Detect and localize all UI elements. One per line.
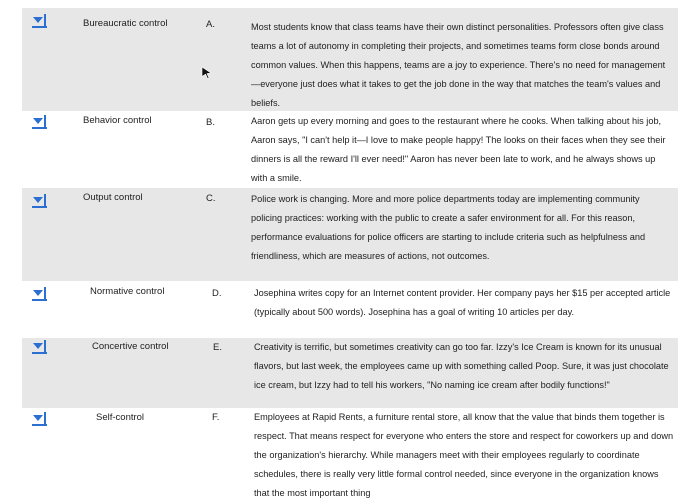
answer-dropdown-c[interactable]	[32, 196, 48, 210]
answer-dropdown-f[interactable]	[32, 414, 48, 428]
dropdown-arrow-icon	[33, 290, 43, 296]
dropdown-arrow-icon	[33, 17, 43, 23]
term-label: Normative control	[90, 286, 165, 297]
match-row-e	[22, 338, 678, 408]
answer-dropdown-e[interactable]	[32, 342, 48, 356]
description-letter: F.	[212, 412, 220, 423]
description-text: Police work is changing. More and more police departments today are implementing community policing practices: working with the public to create a safer environment for all. For this reason, performance evaluations for police officers are starting to include criteria such as helpfulness and friendliness, which are measures of actions, not outcomes.	[251, 194, 646, 261]
match-row-c	[22, 188, 678, 281]
dropdown-arrow-icon	[33, 197, 43, 203]
description-text: Most students know that class teams have their own distinct personalities. Professors often give class teams a lot of autonomy in completing their projects, and sometimes teams form close bonds around common values. When this happens, teams are a joy to experience. There's no need for management—everyone just does what it takes to get the job done in the way that matches the team's values and beliefs.	[251, 22, 666, 108]
description-letter: B.	[206, 117, 215, 128]
match-row-f	[22, 408, 678, 498]
description-letter: E.	[213, 342, 222, 353]
term-label: Output control	[83, 192, 143, 203]
dropdown-underline	[32, 424, 47, 426]
description-letter: D.	[212, 288, 222, 299]
term-label: Self-control	[96, 412, 145, 423]
dropdown-arrow-icon	[33, 415, 43, 421]
term-label: Bureaucratic control	[83, 18, 168, 29]
answer-dropdown-a[interactable]	[32, 16, 48, 30]
dropdown-underline	[32, 127, 47, 129]
description-text: Creativity is terrific, but sometimes creativity can go too far. Izzy's Ice Cream is known for its unusual flavors, but last week, the employees came up with something called Poop. Sure, it was just chocolate ice cream, but Izzy had to tell his workers, "No naming ice cream after bodily functions!"	[254, 342, 669, 390]
dropdown-underline	[32, 26, 47, 28]
match-row-d	[22, 281, 678, 338]
match-row-a	[22, 8, 678, 111]
term-label: Behavior control	[83, 115, 152, 126]
dropdown-arrow-icon	[33, 343, 43, 349]
mouse-pointer-icon	[200, 66, 214, 80]
description-text: Josephina writes copy for an Internet content provider. Her company pays her $15 per accepted article (typically about 500 words). Josephina has a goal of writing 10 articles per day.	[254, 288, 671, 317]
match-row-b	[22, 111, 678, 188]
description-letter: C.	[206, 193, 216, 204]
dropdown-underline	[32, 299, 47, 301]
answer-dropdown-d[interactable]	[32, 289, 48, 303]
term-label: Concertive control	[92, 341, 169, 352]
description-text: Employees at Rapid Rents, a furniture rental store, all know that the value that binds them together is respect. That means respect for everyone who enters the store and respect for coworkers up and down the organization's hierarchy. While managers meet with their employees regularly to coordinate schedules, there is really very little formal control needed, since everyone in the organization knows that the most important thing	[254, 412, 674, 498]
description-text: Aaron gets up every morning and goes to the restaurant where he cooks. When talking about his job, Aaron says, "I can't help it—I love to make people happy! The looks on their faces when they see their dinners is all the reward I'll ever need!" Aaron has never been late to work, and he always shows up with a smile.	[251, 116, 666, 183]
dropdown-arrow-icon	[33, 118, 43, 124]
dropdown-underline	[32, 352, 47, 354]
answer-dropdown-b[interactable]	[32, 117, 48, 131]
description-letter: A.	[206, 19, 215, 30]
dropdown-underline	[32, 206, 47, 208]
